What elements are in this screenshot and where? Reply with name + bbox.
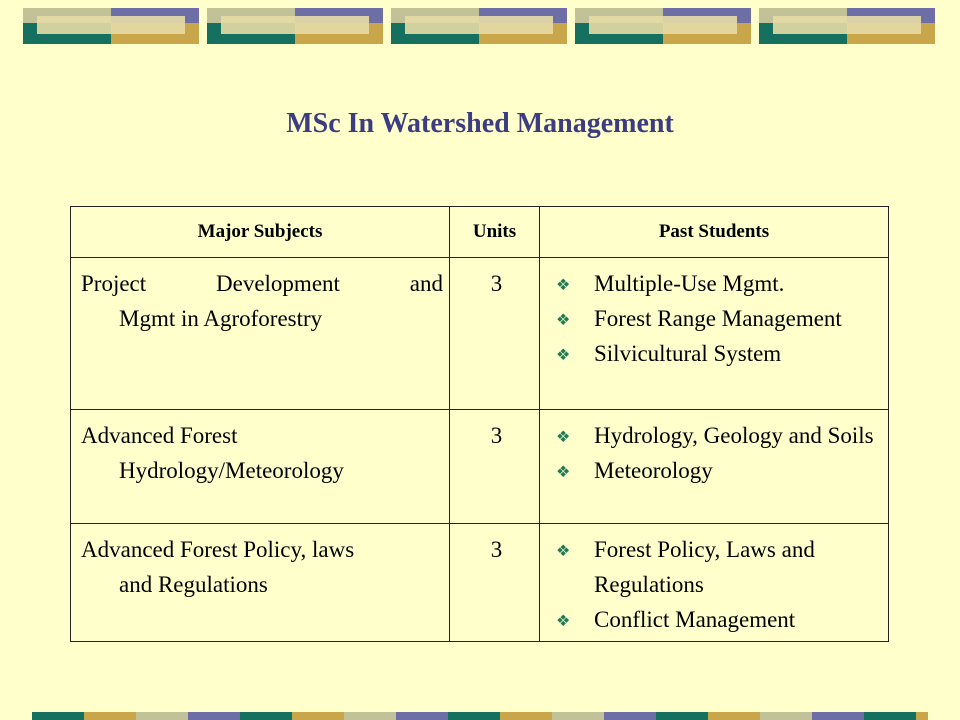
- decoration-segment: [656, 712, 708, 720]
- bottom-decoration: [32, 712, 928, 720]
- header-past-students: Past Students: [540, 207, 889, 258]
- decoration-segment: [552, 712, 604, 720]
- student-course: Meteorology: [594, 458, 713, 483]
- list-item: [550, 266, 882, 301]
- students-cell: [540, 258, 889, 410]
- subject-cell: [71, 410, 450, 524]
- decoration-block: [23, 8, 199, 44]
- units-cell: 3: [450, 258, 540, 410]
- decoration-segment: [500, 712, 552, 720]
- table-row: [71, 258, 889, 410]
- header-major-subjects: Major Subjects: [71, 207, 450, 258]
- student-course: Silvicultural System: [594, 341, 782, 366]
- decoration-segment: [448, 712, 500, 720]
- students-cell: [540, 524, 889, 642]
- list-item: [550, 336, 882, 371]
- decoration-segment: [188, 712, 240, 720]
- decoration-segment: [916, 712, 928, 720]
- diamond-bullet-icon: ❖: [556, 613, 571, 630]
- decoration-segment: [708, 712, 760, 720]
- subject-line: Mgmt in Agroforestry: [119, 306, 323, 331]
- decoration-segment: [396, 712, 448, 720]
- subject-line: Advanced Forest Policy, laws: [81, 537, 355, 562]
- subject-line: Hydrology/Meteorology: [119, 458, 344, 483]
- student-course: Forest Policy, Laws and Regulations: [594, 537, 815, 597]
- decoration-segment: [760, 712, 812, 720]
- units-cell: 3: [450, 410, 540, 524]
- table-row: [71, 524, 889, 642]
- diamond-bullet-icon: ❖: [556, 312, 571, 329]
- diamond-bullet-icon: ❖: [556, 464, 571, 481]
- student-course: Forest Range Management: [594, 306, 842, 331]
- diamond-bullet-icon: ❖: [556, 429, 571, 446]
- students-cell: [540, 410, 889, 524]
- decoration-segment: [864, 712, 916, 720]
- students-list: [550, 418, 882, 488]
- diamond-bullet-icon: ❖: [556, 277, 571, 294]
- decoration-segment: [240, 712, 292, 720]
- list-item: [550, 532, 882, 602]
- decoration-segment: [292, 712, 344, 720]
- table-header-row: [71, 207, 889, 258]
- decoration-block: [207, 8, 383, 44]
- units-cell: 3: [450, 524, 540, 642]
- decoration-segment: [604, 712, 656, 720]
- list-item: [550, 418, 882, 453]
- diamond-bullet-icon: ❖: [556, 543, 571, 560]
- diamond-bullet-icon: ❖: [556, 347, 571, 364]
- slide-title: MSc In Watershed Management: [286, 108, 674, 139]
- student-course: Multiple-Use Mgmt.: [594, 271, 785, 296]
- decoration-segment: [84, 712, 136, 720]
- decoration-block: [391, 8, 567, 44]
- decoration-segment: [136, 712, 188, 720]
- students-list: [550, 532, 882, 637]
- header-units: Units: [450, 207, 540, 258]
- decoration-segment: [344, 712, 396, 720]
- top-decoration: [0, 8, 960, 44]
- table-row: [71, 410, 889, 524]
- decoration-block: [759, 8, 935, 44]
- subject-cell: [71, 258, 450, 410]
- decoration-block: [575, 8, 751, 44]
- list-item: [550, 602, 882, 637]
- subjects-table: [70, 206, 889, 642]
- subject-line: and Regulations: [119, 572, 268, 597]
- subject-line: Advanced Forest: [81, 423, 238, 448]
- student-course: Conflict Management: [594, 607, 796, 632]
- decoration-segment: [32, 712, 84, 720]
- student-course: Hydrology, Geology and Soils: [594, 423, 874, 448]
- decoration-segment: [812, 712, 864, 720]
- subject-line: Project Development and: [81, 271, 443, 296]
- subject-cell: [71, 524, 450, 642]
- students-list: [550, 266, 882, 371]
- list-item: [550, 453, 882, 488]
- list-item: [550, 301, 882, 336]
